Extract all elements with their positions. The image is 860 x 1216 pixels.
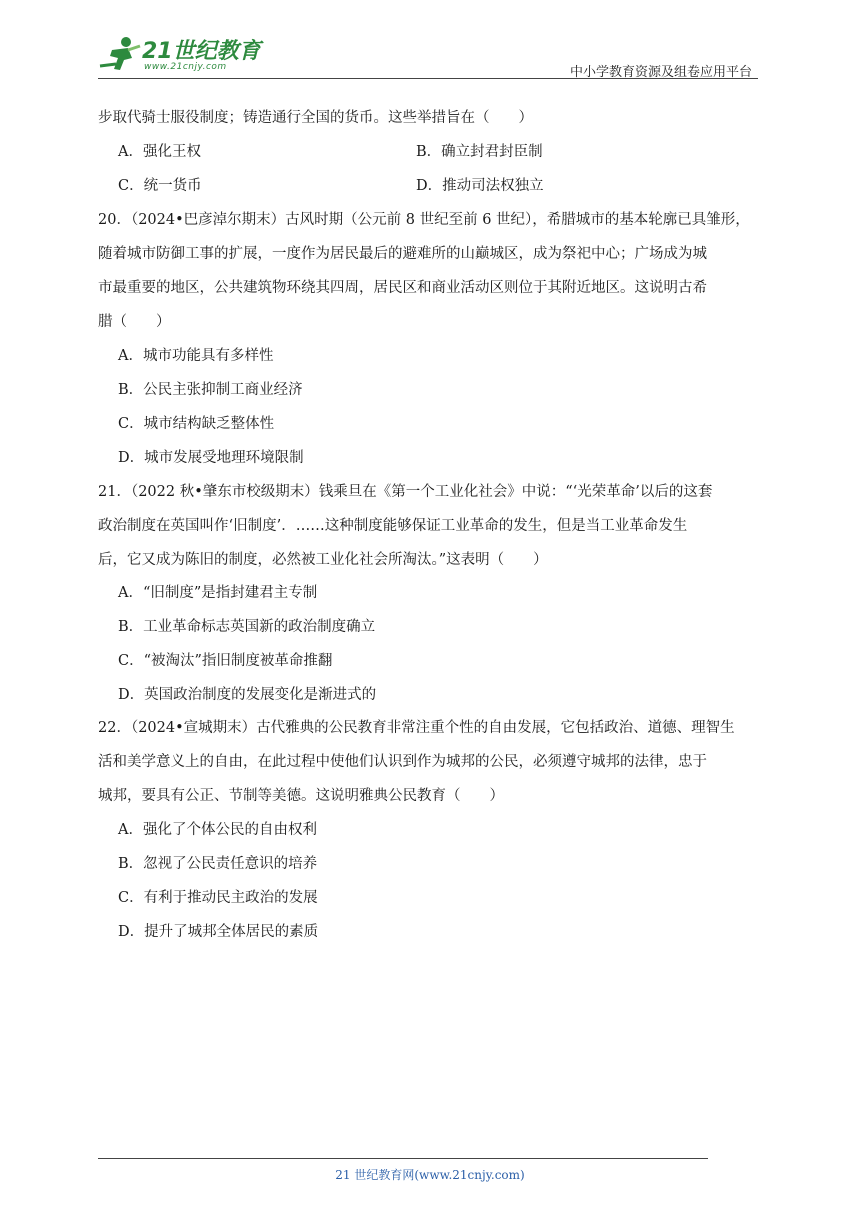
- q19-stem-tail: 步取代骑士服役制度；铸造通行全国的货币。这些举措旨在（ ）: [98, 110, 533, 126]
- logo-url: www.21cnjy.com: [144, 62, 227, 72]
- q20-option-a[interactable]: A．城市功能具有多样性: [118, 348, 274, 364]
- q22-option-c[interactable]: C．有利于推动民主政治的发展: [118, 890, 318, 906]
- q21-option-c[interactable]: C．“被淘汰”指旧制度被革命推翻: [118, 653, 333, 669]
- q20-option-b[interactable]: B．公民主张抑制工商业经济: [118, 382, 303, 398]
- q22-option-b[interactable]: B．忽视了公民责任意识的培养: [118, 856, 318, 872]
- footer-divider: [98, 1158, 708, 1159]
- q22-option-d[interactable]: D．提升了城邦全体居民的素质: [118, 924, 319, 940]
- page-header: [98, 28, 758, 80]
- q21-option-b[interactable]: B．工业革命标志英国新的政治制度确立: [118, 619, 376, 635]
- q20-stem-line: 随着城市防御工事的扩展，一度作为居民最后的避难所的山巅城区，成为祭祀中心；广场成为城: [98, 246, 707, 262]
- header-divider: [98, 78, 758, 79]
- header-tagline: 中小学教育资源及组卷应用平台: [569, 65, 752, 80]
- q20-option-c[interactable]: C．城市结构缺乏整体性: [118, 416, 275, 432]
- q21-stem-line: 政治制度在英国叫作‘旧制度’．……这种制度能够保证工业革命的发生，但是当工业革命发生: [98, 518, 688, 534]
- footer-link[interactable]: 21 世纪教育网(www.21cnjy.com): [335, 1168, 525, 1182]
- q19-option-a[interactable]: A．强化王权: [118, 144, 201, 160]
- q22-stem-line: 城邦，要具有公正、节制等美德。这说明雅典公民教育（ ）: [98, 788, 504, 804]
- q21-stem-line: 21．（2022 秋•肇东市校级期末）钱乘旦在《第一个工业化社会》中说：“‘光荣革命’以后的这套: [98, 484, 713, 500]
- q21-stem-line: 后，它又成为陈旧的制度，必然被工业化社会所淘汰。”这表明（ ）: [98, 552, 548, 568]
- runner-logo-icon: [98, 36, 142, 76]
- q22-stem-line: 22．（2024•宣城期末）古代雅典的公民教育非常注重个性的自由发展，它包括政治、道德、理智生: [98, 720, 735, 736]
- q20-stem-line: 市最重要的地区，公共建筑物环绕其四周，居民区和商业活动区则位于其附近地区。这说明古希: [98, 280, 707, 296]
- q22-option-a[interactable]: A．强化了个体公民的自由权利: [118, 822, 317, 838]
- q19-option-b[interactable]: B．确立封君封臣制: [416, 144, 543, 160]
- q22-stem-line: 活和美学意义上的自由，在此过程中使他们认识到作为城邦的公民，必须遵守城邦的法律，忠于: [98, 754, 707, 770]
- q21-option-a[interactable]: A．“旧制度”是指封建君主专制: [118, 585, 318, 601]
- q21-option-d[interactable]: D．英国政治制度的发展变化是渐进式的: [118, 687, 377, 703]
- site-logo[interactable]: [98, 36, 268, 76]
- q20-stem-line: 20．（2024•巴彦淖尔期末）古风时期（公元前 8 世纪至前 6 世纪），希腊城市的基本轮廓已具雏形，: [98, 212, 750, 228]
- q20-stem-line: 腊（ ）: [98, 314, 171, 330]
- q19-option-d[interactable]: D．推动司法权独立: [416, 178, 544, 194]
- logo-text: 21世纪教育: [142, 39, 261, 64]
- q20-option-d[interactable]: D．城市发展受地理环境限制: [118, 450, 304, 466]
- q19-option-c[interactable]: C．统一货币: [118, 178, 202, 194]
